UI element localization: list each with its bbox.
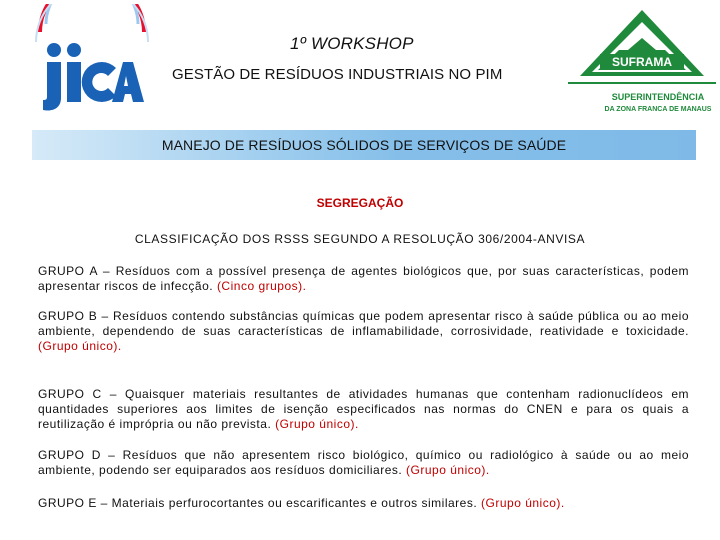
group-tag: (Grupo único).: [38, 339, 122, 353]
group-tag: (Cinco grupos).: [216, 279, 307, 293]
group-e: [38, 496, 689, 511]
group-tag: (Grupo único).: [275, 417, 359, 431]
workshop-subtitle: GESTÃO DE RESÍDUOS INDUSTRIAIS NO PIM: [172, 66, 503, 83]
group-text: GRUPO B – Resíduos contendo substâncias químicas que podem apresentar risco à saúde pública ou ao meio ambiente, dependendo de suas características de inflamabilidade, corrosividade, reatividade e toxicidade.: [38, 309, 689, 338]
banner-text: MANEJO DE RESÍDUOS SÓLIDOS DE SERVIÇOS DE SAÚDE: [161, 137, 567, 153]
classification-heading: CLASSIFICAÇÃO DOS RSSS SEGUNDO A RESOLUÇÃO 306/2004-ANVISA: [134, 232, 586, 246]
suframa-logo-text: SUFRAMA: [612, 55, 672, 69]
jica-logo-text: JICA: [92, 112, 95, 113]
group-tag: (Grupo único).: [481, 496, 565, 510]
suframa-caption-2: DA ZONA FRANCA DE MANAUS: [604, 106, 712, 113]
suframa-caption-1: SUPERINTENDÊNCIA: [611, 92, 705, 102]
group-text: GRUPO A – Resíduos com a possível presença de agentes biológicos que, por suas características, podem apresentar riscos de infecção.: [38, 264, 689, 293]
section-title: SEGREGAÇÃO: [316, 196, 404, 210]
topic-banner: [32, 130, 696, 160]
group-d: [38, 448, 689, 478]
suframa-logo: [566, 8, 718, 124]
group-a: [38, 264, 689, 294]
group-b: [38, 309, 689, 354]
group-text: GRUPO E – Materiais perfurocortantes ou escarificantes e outros similares.: [38, 496, 478, 510]
group-text: GRUPO D – Resíduos que não apresentem risco biológico, químico ou radiológico à saúde ou ao meio ambiente, podendo ser equiparados aos resíduos domiciliares.: [38, 448, 689, 477]
jica-logo: [32, 4, 152, 114]
group-tag: (Grupo único).: [406, 463, 490, 477]
group-text: GRUPO C – Quaisquer materiais resultantes de atividades humanas que contenham radionuclídeos em quantidades superiores aos limites de isenção especificados nas normas do CNEN e para os quais a reutilização é imprópria ou não prevista.: [38, 387, 689, 431]
group-c: [38, 387, 689, 432]
workshop-title: 1º WORKSHOP: [290, 34, 414, 53]
